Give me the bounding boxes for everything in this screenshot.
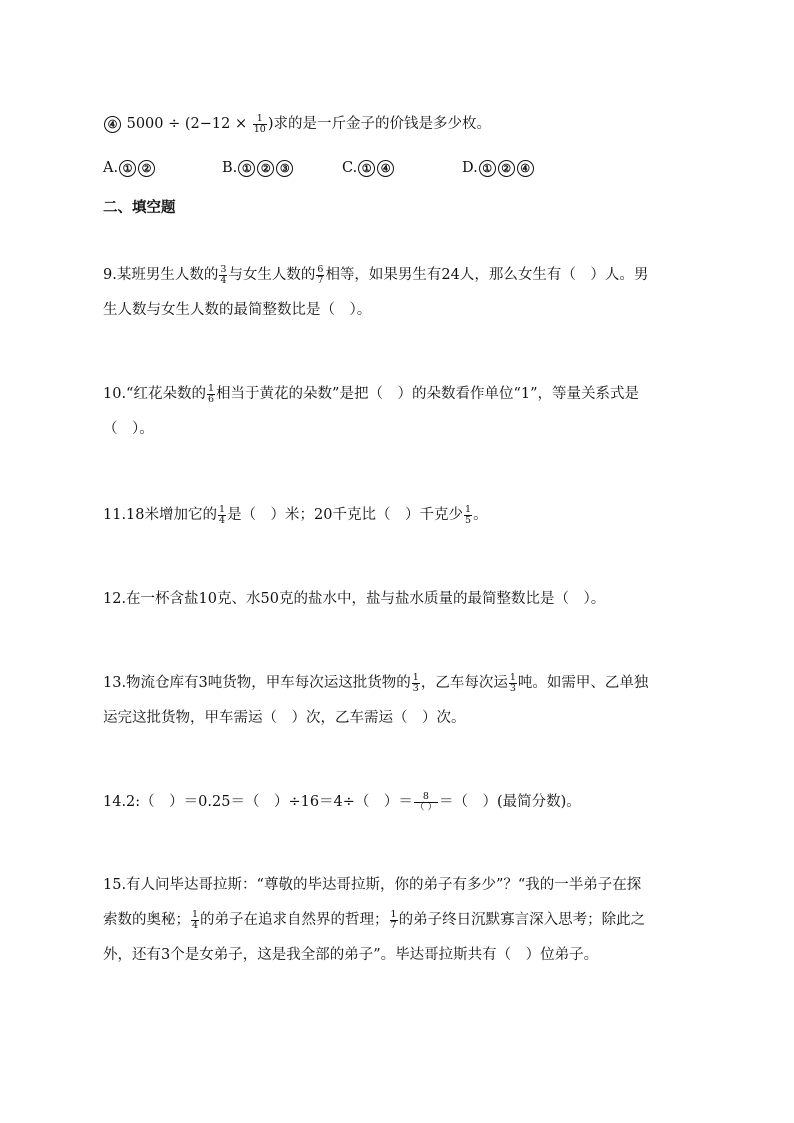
question-15-line-1: 15.有人问毕达哥拉斯：“尊敬的毕达哥拉斯，你的弟子有多少”？“我的一半弟子在探 (103, 877, 642, 893)
question-11-line: 11.18米增加它的 $\frac{1}{4}$ 是（ ）米；20千克比（ ）千克少 $\frac{1}{5}$ 。 (103, 504, 488, 526)
question-13-line-2: 运完这批货物，甲车需运（ ）次，乙车需运（ ）次。 (103, 710, 466, 726)
fraction-3-4: $\frac{3}{4}$ (220, 264, 227, 286)
option-c[interactable]: C. ① ④ (342, 158, 395, 178)
option-b[interactable]: B. ① ② ③ (222, 158, 294, 178)
option-a[interactable]: A. ① ② (103, 158, 156, 178)
question-4-line (103, 114, 491, 134)
question-10-line-1: 10.“红花朵数的 $\frac{1}{6}$ 相当于黄花的朵数”是把（ ）的朵数看作单位“1”，等量关系式是 (103, 383, 639, 405)
fraction-1-3-b: $\frac{1}{3}$ (509, 672, 516, 694)
fraction-1-5: $\frac{1}{5}$ (465, 504, 472, 526)
q4-expression-end: )求的是一斤金子的价钱是多少枚。 (267, 116, 491, 132)
fraction-1-6: $\frac{1}{6}$ (207, 383, 215, 405)
question-15-line-2: 索数的奥秘； $\frac{1}{4}$ 的弟子在追求自然界的哲理； $\frac{1}{7}$ 的弟子终日沉默寡言深入思考；除此之 (103, 909, 646, 931)
option-d[interactable]: D. ① ② ④ (462, 158, 535, 178)
fraction-1-3-a: $\frac{1}{3}$ (412, 672, 419, 694)
fraction-1-4-b: $\frac{1}{4}$ (192, 909, 199, 931)
question-10-line-2: （ ）。 (103, 421, 154, 437)
fraction-1-7: $\frac{1}{7}$ (390, 909, 397, 931)
fraction-1-10: $\frac{1}{10}$ (253, 113, 266, 135)
circled-number-4: ④ (104, 116, 121, 133)
section-heading: 二、填空题 (103, 200, 176, 216)
question-9-line-2: 生人数与女生人数的最简整数比是（ ）。 (103, 302, 372, 318)
fraction-1-4: $\frac{1}{4}$ (219, 504, 226, 526)
question-9-line-1: 9.某班男生人数的 $\frac{3}{4}$ 与女生人数的 $\frac{6}{7}$ 相等，如果男生有24人，那么女生有（ ）人。男 (103, 264, 649, 286)
question-13-line-1: 13.物流仓库有3吨货物，甲车每次运这批货物的 $\frac{1}{3}$ ，乙车每次运 $\frac{1}{3}$ 吨。如需甲、乙单独 (103, 672, 649, 694)
question-15-line-3: 外，还有3个是女弟子，这是我全部的弟子”。毕达哥拉斯共有（ ）位弟子。 (103, 947, 599, 963)
fraction-8-blank: $\frac{8}{( )}$ (414, 791, 437, 813)
question-14-line: 14.2:（ ）＝0.25＝（ ）÷16＝4÷（ ）＝ $\frac{8}{( )}$ ＝（ ）(最简分数)。 (103, 791, 581, 813)
q4-expression-start: 5000 ÷ (2−12 × (126, 116, 252, 132)
question-12-line: 12.在一杯含盐10克、水50克的盐水中，盐与盐水质量的最简整数比是（ ）。 (103, 591, 606, 607)
fraction-6-7: $\frac{6}{7}$ (317, 264, 324, 286)
